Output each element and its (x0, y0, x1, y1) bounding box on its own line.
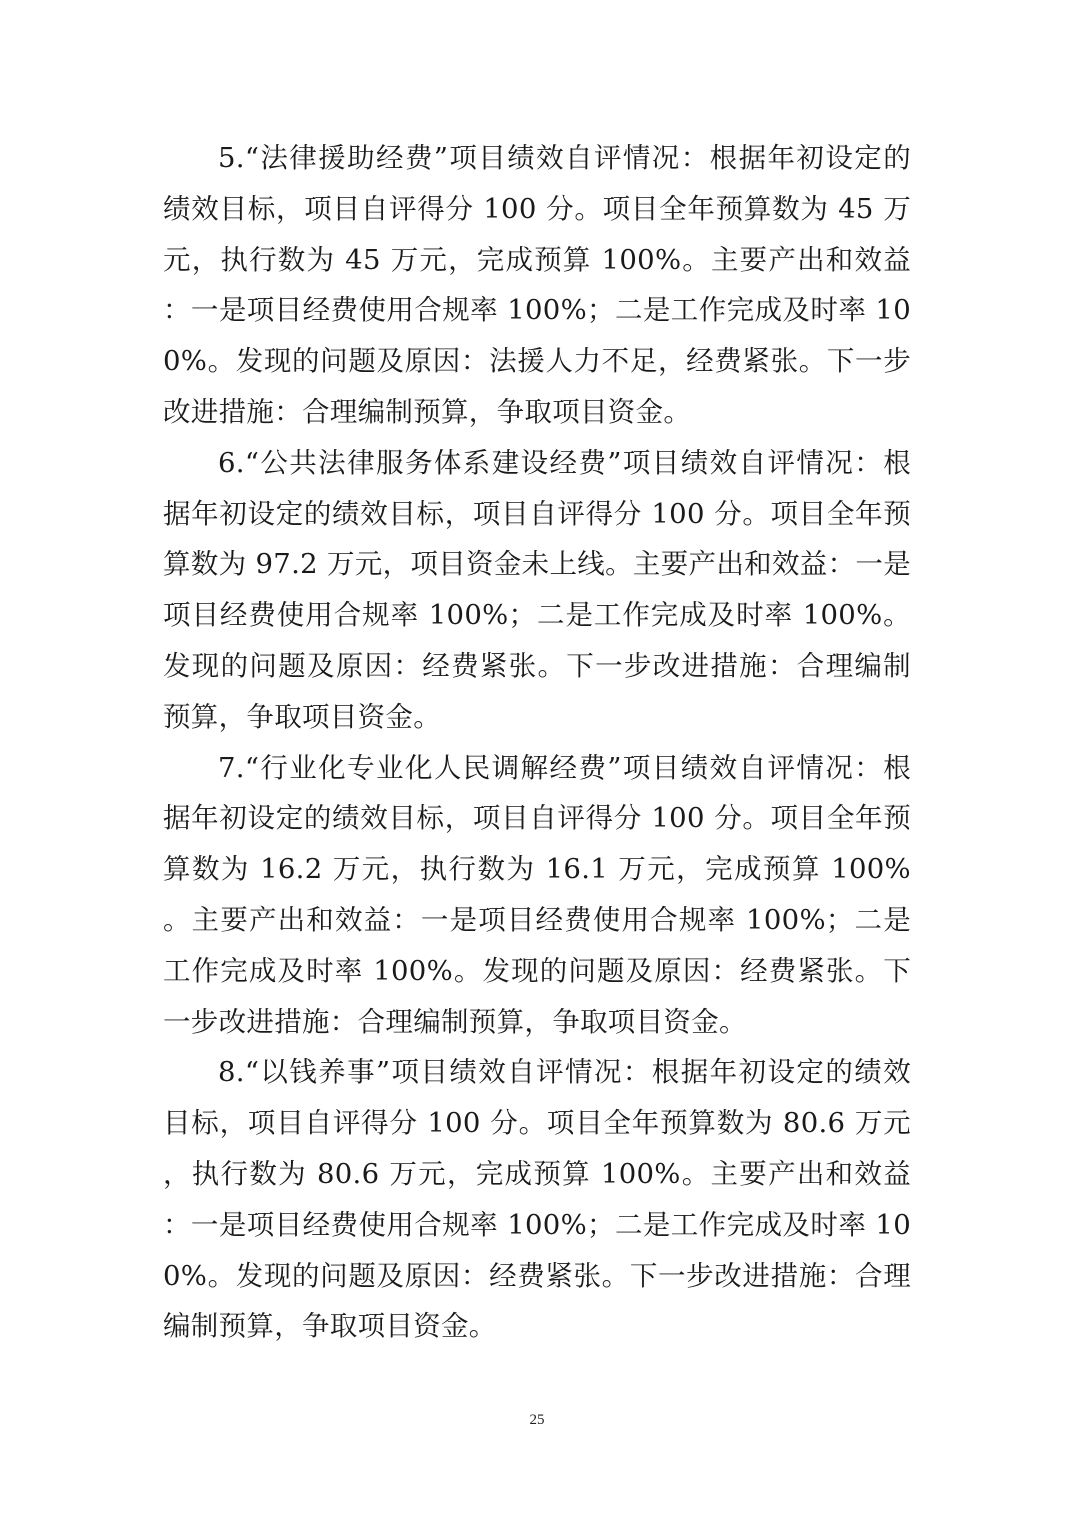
paragraph-money-for-services: 8.“以钱养事”项目绩效自评情况：根据年初设定的绩效目标，项目自评得分 100 分。项目全年预算数为 80.6 万元，执行数为 80.6 万元，完成预算 100%。主要产出和效益：一是项目经费使用合规率 100%；二是工作完成及时率 100%。发现的问题及原因：经费紧张。下一步改进措施：合理编制预算，争取项目资金。 (163, 1056, 911, 1343)
body-text (163, 133, 911, 1352)
paragraph-legal-aid: 5.“法律援助经费”项目绩效自评情况：根据年初设定的绩效目标，项目自评得分 100 分。项目全年预算数为 45 万元，执行数为 45 万元，完成预算 100%。主要产出和效益：一是项目经费使用合规率 100%；二是工作完成及时率 100%。发现的问题及原因：法援人力不足，经费紧张。下一步改进措施：合理编制预算，争取项目资金。 (163, 142, 911, 428)
paragraph-public-legal-service: 6.“公共法律服务体系建设经费”项目绩效自评情况：根据年初设定的绩效目标，项目自评得分 100 分。项目全年预算数为 97.2 万元，项目资金未上线。主要产出和效益：一是项目经费使用合规率 100%；二是工作完成及时率 100%。发现的问题及原因：经费紧张。下一步改进措施：合理编制预算，争取项目资金。 (163, 446, 911, 733)
page-number: 25 (529, 1412, 545, 1428)
paragraph-people-mediation: 7.“行业化专业化人民调解经费”项目绩效自评情况：根据年初设定的绩效目标，项目自评得分 100 分。项目全年预算数为 16.2 万元，执行数为 16.1 万元，完成预算 100%。主要产出和效益：一是项目经费使用合规率 100%；二是工作完成及时率 100%。发现的问题及原因：经费紧张。下一步改进措施：合理编制预算，争取项目资金。 (163, 751, 911, 1038)
